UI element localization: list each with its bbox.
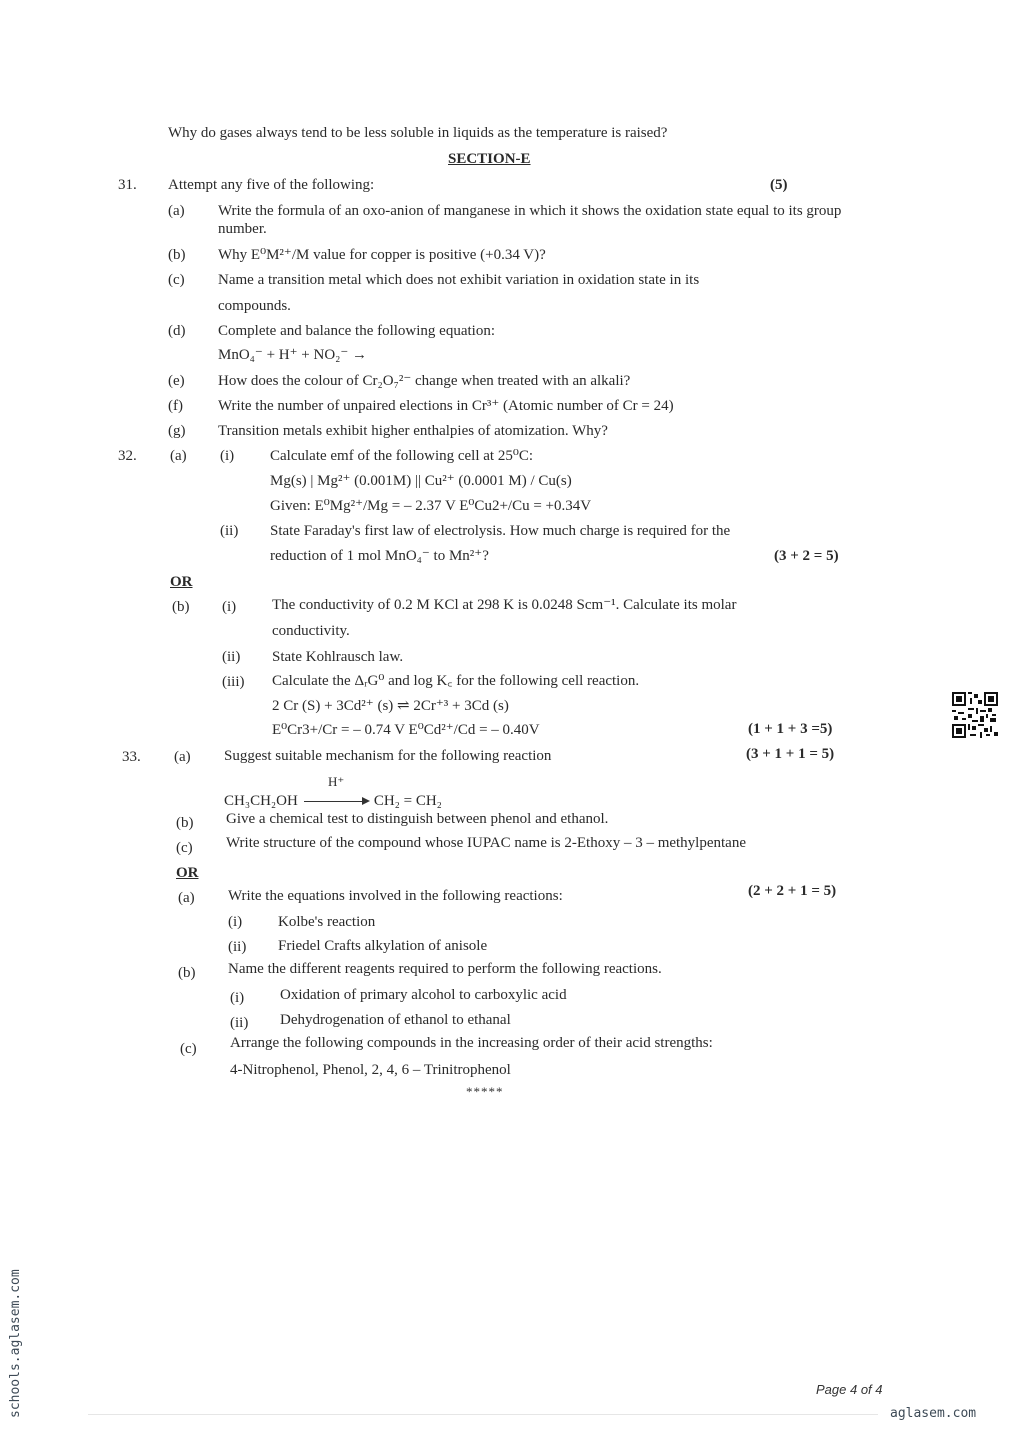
q33-reactant: CH₃CH₂OH (224, 793, 298, 809)
q33-or: OR (176, 865, 199, 881)
q32-b-i-label: (i) (222, 599, 237, 615)
q33-or-c-label: (c) (180, 1041, 197, 1057)
q33-or-marks: (2 + 2 + 1 = 5) (748, 883, 837, 899)
q32-a-i-text: Calculate emf of the following cell at 25⁰C: (270, 448, 534, 464)
q32-b-iii-given: E⁰Cr3+/Cr = – 0.74 V E⁰Cd²⁺/Cd = – 0.40V (272, 722, 540, 738)
q32-a-marks: (3 + 2 = 5) (774, 548, 839, 564)
q32-a-i-given: Given: E⁰Mg²⁺/Mg = – 2.37 V E⁰Cu2+/Cu = +0.34V (270, 498, 592, 514)
q31-part-a-label: (a) (168, 203, 185, 219)
q32-a-i-cell: Mg(s) | Mg²⁺ (0.001M) || Cu²⁺ (0.0001 M) / Cu(s) (270, 473, 572, 489)
q32-b-i-text2: conductivity. (272, 623, 350, 639)
q31-part-f-text: Write the number of unpaired elections in Cr³⁺ (Atomic number of Cr = 24) (218, 398, 674, 414)
section-title: SECTION-E (448, 151, 531, 167)
q31-part-c-text2: compounds. (218, 298, 291, 314)
q33-catalyst: H⁺ (328, 774, 345, 789)
q33-or-c-text: Arrange the following compounds in the increasing order of their acid strengths: (230, 1035, 713, 1051)
q31-part-d-equation: MnO₄⁻ + H⁺ + NO₂⁻ → (218, 347, 368, 363)
q31-part-e-text: How does the colour of Cr₂O₇²⁻ change when treated with an alkali? (218, 373, 631, 389)
q33-or-b-text: Name the different reagents required to perform the following reactions. (228, 961, 662, 977)
q32-b-iii-text: Calculate the ΔᵣG⁰ and log K꜀ for the following cell reaction. (272, 673, 640, 689)
q33-or-a-text: Write the equations involved in the following reactions: (228, 888, 563, 904)
side-watermark: schools.aglasem.com (8, 1269, 23, 1418)
q32-b-iii-label: (iii) (222, 674, 245, 690)
q31-part-d-label: (d) (168, 323, 186, 339)
q32-a-label: (a) (170, 448, 187, 464)
q31-part-a-text: Write the formula of an oxo-anion of manganese in which it shows the oxidation state equal to its group number. (218, 203, 842, 237)
q33-number: 33. (122, 749, 141, 765)
q31-part-g-text: Transition metals exhibit higher enthalpies of atomization. Why? (218, 423, 608, 439)
q32-b-marks: (1 + 1 + 3 =5) (748, 721, 833, 737)
q33-or-c-text2: 4-Nitrophenol, Phenol, 2, 4, 6 – Trinitrophenol (230, 1062, 511, 1078)
q32-b-i-text: The conductivity of 0.2 M KCl at 298 K is 0.0248 Scm⁻¹. Calculate its molar (272, 597, 737, 613)
q33-c-label: (c) (176, 840, 193, 856)
q33-or-b-ii-label: (ii) (230, 1015, 249, 1031)
q31-text: Attempt any five of the following: (168, 177, 375, 193)
q32-number: 32. (118, 448, 137, 464)
q32-a-ii-text: State Faraday's first law of electrolysis. How much charge is required for the (270, 523, 731, 539)
q33-a-marks: (3 + 1 + 1 = 5) (746, 746, 835, 762)
end-mark: ***** (466, 1084, 504, 1099)
footer-watermark: aglasem.com (890, 1406, 977, 1421)
q32-b-iii-reaction: 2 Cr (S) + 3Cd²⁺ (s) ⇌ 2Cr⁺³ + 3Cd (s) (272, 698, 509, 714)
q31-part-c-text: Name a transition metal which does not exhibit variation in oxidation state in its (218, 272, 700, 288)
q31-number: 31. (118, 177, 137, 193)
q31-part-g-label: (g) (168, 423, 186, 439)
q33-or-a-ii-label: (ii) (228, 939, 247, 955)
intro-question: Why do gases always tend to be less soluble in liquids as the temperature is raised? (168, 125, 668, 141)
q32-b-label: (b) (172, 599, 190, 615)
q31-part-e-label: (e) (168, 373, 185, 389)
q33-reaction (224, 792, 442, 810)
q32-a-i-label: (i) (220, 448, 235, 464)
q32-b-ii-text: State Kohlrausch law. (272, 649, 404, 665)
q33-product: CH₂ = CH₂ (373, 793, 442, 809)
q31-part-c-label: (c) (168, 272, 185, 288)
q33-or-b-i-label: (i) (230, 990, 245, 1006)
q33-or-b-i-text: Oxidation of primary alcohol to carboxylic acid (280, 987, 567, 1003)
q32-b-ii-label: (ii) (222, 649, 241, 665)
q33-c-text: Write structure of the compound whose IUPAC name is 2-Ethoxy – 3 – methylpentane (226, 835, 746, 851)
q31-part-b-label: (b) (168, 247, 186, 263)
q33-b-label: (b) (176, 815, 194, 831)
q33-or-a-i-label: (i) (228, 914, 243, 930)
q33-a-label: (a) (174, 749, 191, 765)
q33-or-a-label: (a) (178, 890, 195, 906)
q32-a-ii-label: (ii) (220, 523, 239, 539)
footer-divider (88, 1414, 878, 1415)
q33-or-b-ii-text: Dehydrogenation of ethanol to ethanal (280, 1012, 511, 1028)
q33-b-text: Give a chemical test to distinguish between phenol and ethanol. (226, 811, 609, 827)
page-number: Page 4 of 4 (816, 1382, 883, 1397)
q33-or-a-i-text: Kolbe's reaction (278, 914, 376, 930)
q33-a-text: Suggest suitable mechanism for the following reaction (224, 748, 552, 764)
q31-part-d-text: Complete and balance the following equation: (218, 323, 496, 339)
q32-a-ii-text2: reduction of 1 mol MnO₄⁻ to Mn²⁺? (270, 548, 489, 564)
q32-or: OR (170, 574, 193, 590)
q31-part-b-text: Why E⁰M²⁺/M value for copper is positive (+0.34 V)? (218, 247, 546, 263)
qr-code-icon (952, 692, 998, 738)
reaction-arrow-icon (304, 801, 368, 802)
q31-marks: (5) (770, 177, 788, 193)
q33-or-b-label: (b) (178, 965, 196, 981)
q31-part-f-label: (f) (168, 398, 183, 414)
q33-or-a-ii-text: Friedel Crafts alkylation of anisole (278, 938, 488, 954)
